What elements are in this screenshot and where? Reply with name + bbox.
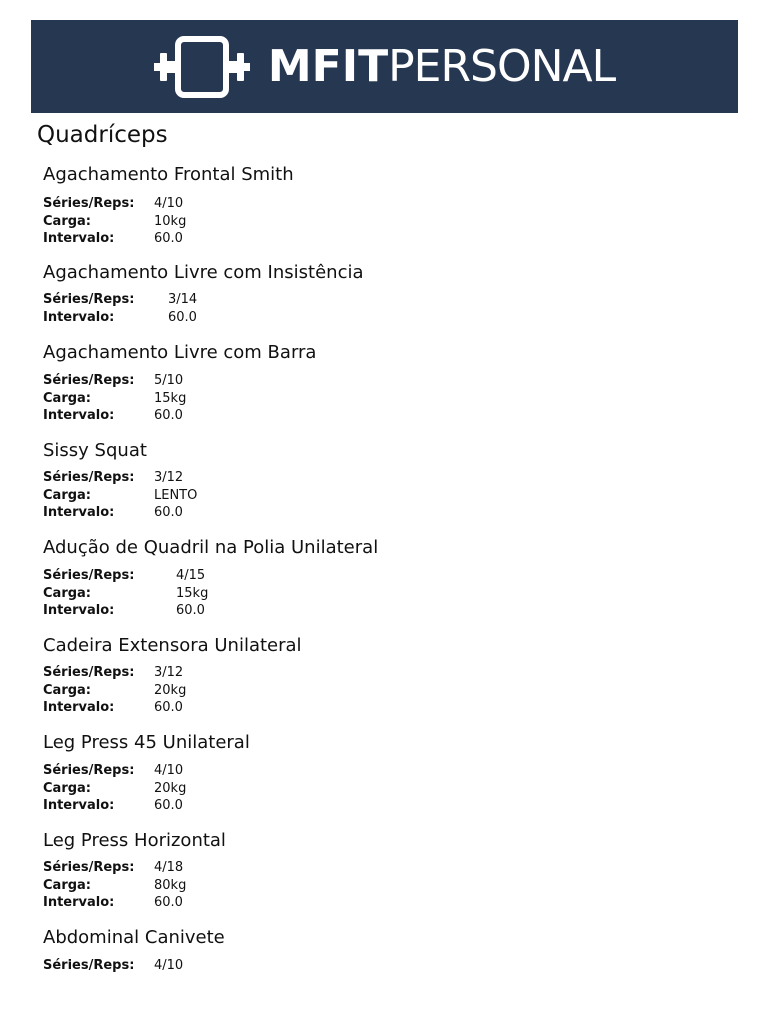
detail-value: 60.0 bbox=[154, 798, 183, 814]
exercise-card bbox=[43, 341, 723, 425]
detail-value: 60.0 bbox=[154, 895, 183, 911]
detail-label: Intervalo: bbox=[43, 309, 115, 325]
detail-label: Intervalo: bbox=[43, 408, 115, 424]
detail-value: 4/10 bbox=[154, 196, 184, 212]
detail-label: Séries/Reps: bbox=[43, 958, 135, 974]
detail-value: 20kg bbox=[154, 682, 187, 698]
detail-row bbox=[43, 390, 723, 408]
detail-label: Séries/Reps: bbox=[43, 665, 135, 681]
detail-row bbox=[43, 585, 723, 603]
exercise-title: Leg Press Horizontal bbox=[43, 830, 226, 851]
brand-name-light: PERSONAL bbox=[388, 41, 616, 92]
detail-value: 60.0 bbox=[154, 231, 183, 247]
detail-row bbox=[43, 469, 723, 487]
detail-value: 60.0 bbox=[168, 309, 197, 325]
exercise-title: Adução de Quadril na Polia Unilateral bbox=[43, 537, 379, 558]
detail-label: Intervalo: bbox=[43, 505, 115, 521]
detail-row bbox=[43, 894, 723, 912]
exercise-title: Cadeira Extensora Unilateral bbox=[43, 635, 302, 656]
exercise-title: Agachamento Frontal Smith bbox=[43, 164, 294, 185]
brand-logo bbox=[154, 20, 615, 113]
detail-row bbox=[43, 797, 723, 815]
detail-label: Carga: bbox=[43, 487, 92, 503]
detail-label: Carga: bbox=[43, 585, 92, 601]
detail-value: 60.0 bbox=[154, 408, 183, 424]
exercise-card bbox=[43, 261, 723, 326]
brand-name-bold: MFIT bbox=[267, 41, 389, 92]
detail-value: 15kg bbox=[176, 585, 209, 601]
detail-row bbox=[43, 780, 723, 798]
detail-value: 60.0 bbox=[154, 505, 183, 521]
detail-value: 10kg bbox=[154, 213, 187, 229]
exercise-card bbox=[43, 536, 723, 620]
exercise-details bbox=[43, 859, 723, 912]
detail-value: 4/15 bbox=[176, 568, 206, 584]
detail-label: Carga: bbox=[43, 213, 92, 229]
detail-value: 60.0 bbox=[176, 603, 205, 619]
detail-label: Intervalo: bbox=[43, 895, 115, 911]
detail-row bbox=[43, 762, 723, 780]
exercise-details bbox=[43, 957, 723, 975]
detail-value: 4/18 bbox=[154, 860, 184, 876]
exercise-card bbox=[43, 926, 723, 975]
detail-row bbox=[43, 309, 723, 327]
detail-label: Intervalo: bbox=[43, 231, 115, 247]
exercise-details bbox=[43, 469, 723, 522]
exercise-details bbox=[43, 195, 723, 248]
detail-row bbox=[43, 487, 723, 505]
dumbbell-icon bbox=[154, 35, 250, 99]
detail-row bbox=[43, 664, 723, 682]
detail-value: 5/10 bbox=[154, 373, 184, 389]
exercise-details bbox=[43, 664, 723, 717]
detail-row bbox=[43, 567, 723, 585]
detail-row bbox=[43, 407, 723, 425]
exercise-title: Agachamento Livre com Barra bbox=[43, 342, 317, 363]
exercise-card bbox=[43, 439, 723, 522]
detail-value: 20kg bbox=[154, 780, 187, 796]
detail-label: Intervalo: bbox=[43, 798, 115, 814]
detail-row bbox=[43, 291, 723, 309]
detail-row bbox=[43, 957, 723, 975]
exercise-details bbox=[43, 762, 723, 815]
exercise-title: Agachamento Livre com Insistência bbox=[43, 262, 364, 283]
detail-row bbox=[43, 213, 723, 231]
brand-name bbox=[268, 41, 615, 92]
detail-label: Séries/Reps: bbox=[43, 763, 135, 779]
exercise-details bbox=[43, 291, 723, 326]
detail-value: 80kg bbox=[154, 877, 187, 893]
detail-label: Séries/Reps: bbox=[43, 470, 135, 486]
exercise-details bbox=[43, 372, 723, 425]
detail-row bbox=[43, 195, 723, 213]
exercise-card bbox=[43, 731, 723, 815]
exercise-title: Abdominal Canivete bbox=[43, 927, 225, 948]
detail-value: 4/10 bbox=[154, 763, 184, 779]
detail-label: Carga: bbox=[43, 390, 92, 406]
detail-label: Carga: bbox=[43, 877, 92, 893]
detail-label: Séries/Reps: bbox=[43, 860, 135, 876]
detail-value: 3/12 bbox=[154, 665, 184, 681]
exercise-card bbox=[43, 829, 723, 912]
detail-value: 3/14 bbox=[168, 292, 198, 308]
detail-label: Séries/Reps: bbox=[43, 568, 135, 584]
detail-label: Carga: bbox=[43, 682, 92, 698]
detail-row bbox=[43, 230, 723, 248]
detail-row bbox=[43, 859, 723, 877]
detail-label: Séries/Reps: bbox=[43, 292, 135, 308]
exercise-card bbox=[43, 163, 723, 248]
detail-row bbox=[43, 504, 723, 522]
detail-row bbox=[43, 877, 723, 895]
exercise-title: Leg Press 45 Unilateral bbox=[43, 732, 250, 753]
exercise-card bbox=[43, 634, 723, 717]
detail-label: Séries/Reps: bbox=[43, 196, 135, 212]
detail-row bbox=[43, 602, 723, 620]
detail-label: Intervalo: bbox=[43, 603, 115, 619]
section-title: Quadríceps bbox=[37, 122, 168, 148]
header-banner bbox=[31, 20, 738, 113]
detail-value: 3/12 bbox=[154, 470, 184, 486]
detail-label: Séries/Reps: bbox=[43, 373, 135, 389]
detail-row bbox=[43, 699, 723, 717]
exercise-title: Sissy Squat bbox=[43, 440, 147, 461]
detail-value: 4/10 bbox=[154, 958, 184, 974]
detail-label: Intervalo: bbox=[43, 700, 115, 716]
detail-value: 15kg bbox=[154, 390, 187, 406]
detail-row bbox=[43, 682, 723, 700]
detail-row bbox=[43, 372, 723, 390]
detail-value: 60.0 bbox=[154, 700, 183, 716]
exercise-details bbox=[43, 567, 723, 620]
detail-label: Carga: bbox=[43, 780, 92, 796]
detail-value: LENTO bbox=[154, 487, 198, 503]
